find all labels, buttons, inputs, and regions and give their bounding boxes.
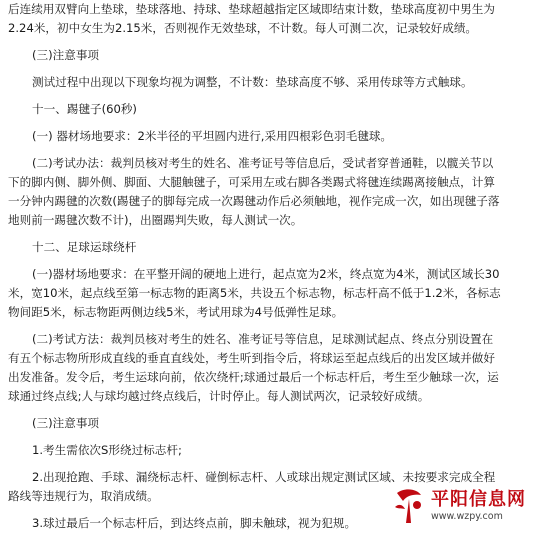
text-line: 测试过程中出现以下现象均视为调整，不计数：垫球高度不够、采用传球等方式触球。 — [32, 75, 473, 89]
text-line: 下的脚内侧、脚外侧、脚面、大腿触毽子，可采用左或右脚各类踢式将毽连续踢离接触点，计算 — [8, 175, 495, 189]
section-heading: (三)注意事项 — [32, 48, 100, 62]
logo-url: www.wzpy.com — [431, 510, 503, 522]
text-line: 2.出现抢跑、手球、漏绕标志杆、碰倒标志杆、人或球出规定测试区域、未按要求完成全程 — [32, 470, 496, 484]
text-line: 2.24米，初中女生为2.15米，否则视作无效垫球，不计数。每人可测二次，记录较好成绩。 — [8, 21, 478, 35]
text-line: 一分钟内踢毽的次数(踢毽子的脚每完成一次踢毽动作后必须触地，视作完成一次，如出现毽子落 — [8, 194, 500, 208]
text-line: 有五个标志物所形成直线的垂直直线处，考生听到指令后，将球运至起点线后的出发区域并做好 — [8, 351, 495, 365]
text-line: (二)考试方法：裁判员核对考生的姓名、准考证号等信息，足球测试起点、终点分别设置在 — [32, 332, 494, 346]
text-line: (一)器材场地要求：在平整开阔的硬地上进行，起点宽为2米，终点宽为4米，测试区域长30 — [32, 267, 500, 281]
logo-name: 平阳信息网 — [431, 488, 526, 510]
text-line: (一) 器材场地要求：2米半径的平坦圆内进行,采用四根彩色羽毛毽球。 — [32, 129, 393, 143]
text-line: 3.球过最后一个标志杆后，到达终点前，脚未触球，视为犯规。 — [32, 516, 357, 530]
site-watermark-logo — [391, 485, 541, 525]
text-line: 路线等违规行为，取消成绩。 — [8, 489, 159, 503]
section-heading: (三)注意事项 — [32, 416, 100, 430]
logo-mark-icon — [391, 485, 427, 525]
text-line: 球通过终点线;人与球均越过终点线后，计时停止。每人测试两次，记录较好成绩。 — [8, 389, 430, 403]
text-line: 地则前一踢毽次数不计)，出圈踢判失败，每人测试一次。 — [8, 213, 303, 227]
section-heading: 十一、踢毽子(60秒) — [32, 102, 137, 116]
text-line: 后连续用双臂向上垫球，垫球落地、持球、垫球超越指定区域即结束计数，垫球高度初中男生为 — [8, 2, 495, 16]
text-line: 物间距5米，标志物距两侧边线5米，考试用球为4号低弹性足球。 — [8, 305, 344, 319]
text-line: 米，宽10米，起点线至第一标志物的距离5米，共设五个标志物，标志杆高不低于1.2米，各标志 — [8, 286, 501, 300]
text-line: 1.考生需依次S形绕过标志杆; — [32, 443, 182, 457]
section-heading: 十二、足球运球绕杆 — [32, 240, 137, 254]
text-line: (二)考试办法：裁判员核对考生的姓名、准考证号等信息后，受试者穿普通鞋，以髋关节以 — [32, 156, 494, 170]
text-line: 出发准备。发令后，考生运球向前，依次绕杆;球通过最后一个标志杆后，考生至少触球一次，运 — [8, 370, 499, 384]
